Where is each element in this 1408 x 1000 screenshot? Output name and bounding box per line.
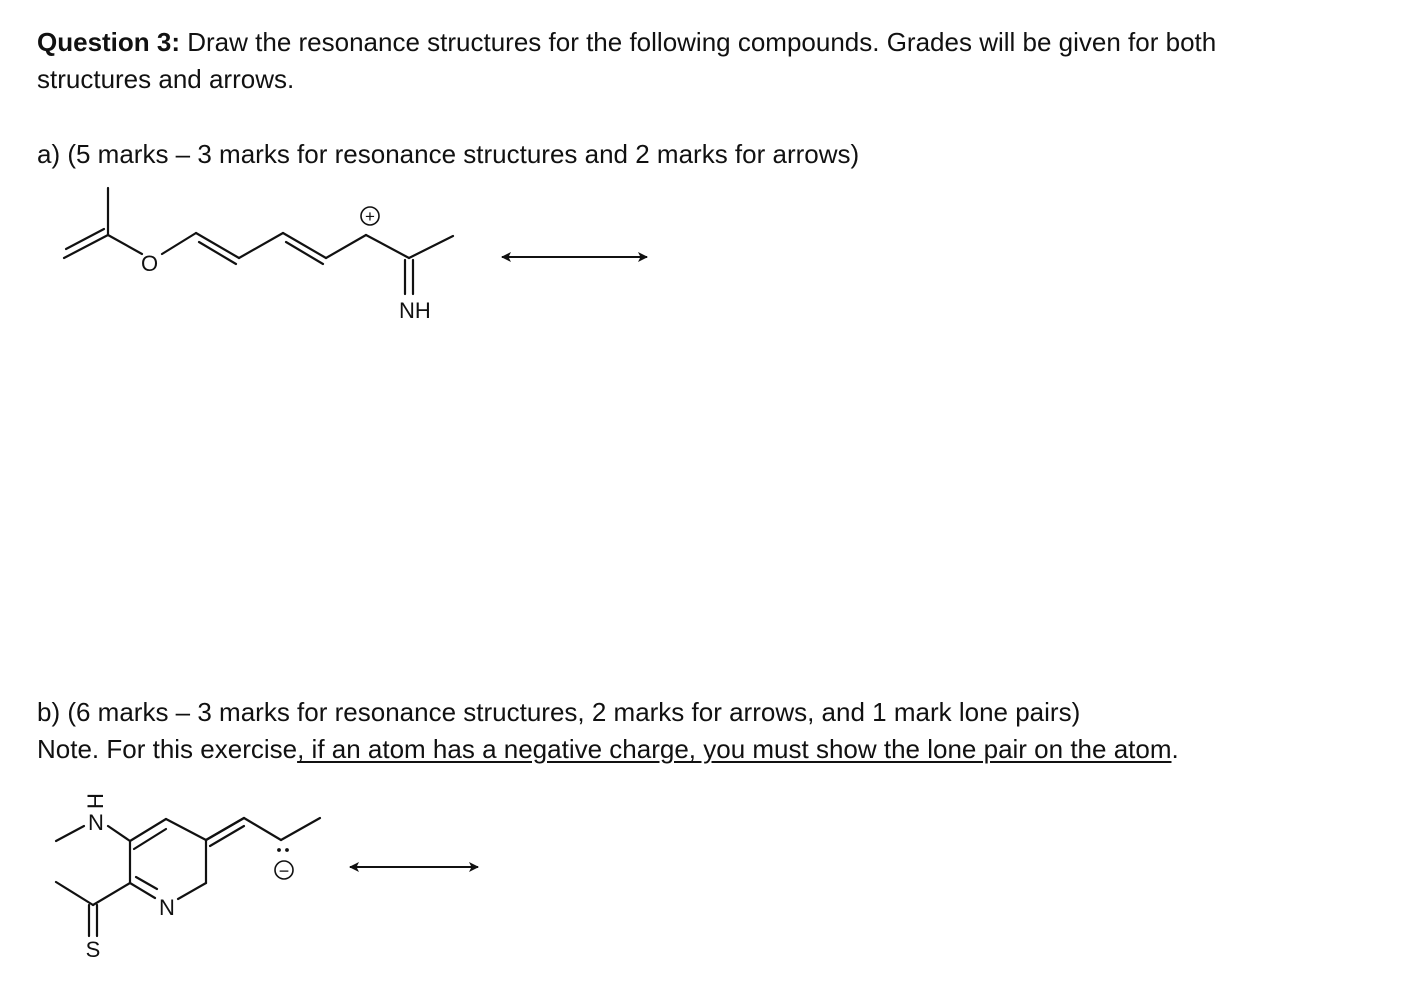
note-start: Note. For this exercise: [37, 734, 298, 764]
bond-double: [136, 877, 157, 889]
atom-n-ring: N: [159, 895, 175, 920]
lone-pair: [277, 848, 289, 852]
question-text: Draw the resonance structures for the following compounds. Grades will be given for both: [187, 27, 1217, 57]
bond: [244, 818, 281, 840]
bond: [281, 818, 320, 840]
bond: [166, 819, 206, 840]
atom-nh: NH: [399, 298, 431, 323]
bond: [409, 236, 453, 258]
part-a-heading: a) (5 marks – 3 marks for resonance structures and 2 marks for arrows): [37, 139, 860, 169]
atom-h: H: [83, 793, 108, 809]
bond: [108, 826, 130, 841]
note-end: .: [1171, 734, 1179, 764]
bond: [93, 883, 130, 905]
bond: [366, 235, 409, 258]
question-label: Question 3:: [37, 27, 181, 57]
bond: [130, 819, 166, 841]
atom-s: S: [85, 937, 101, 962]
bond: [239, 233, 283, 258]
atom-o: O: [141, 251, 159, 276]
bond: [162, 233, 196, 254]
bond: [178, 883, 206, 899]
question-line-2: structures and arrows.: [37, 64, 295, 94]
bond: [56, 826, 84, 841]
bond-double: [134, 829, 166, 849]
bond: [326, 235, 366, 258]
charge-minus: −: [278, 861, 290, 881]
bond: [56, 882, 93, 905]
atom-n-amine: N: [88, 810, 104, 835]
note-underlined: , if an atom has a negative charge, you must show the lone pair on the atom: [297, 734, 1172, 764]
molecule-a: [64, 188, 453, 294]
charge-plus: +: [365, 207, 375, 226]
part-b-heading: b) (6 marks – 3 marks for resonance structures, 2 marks for arrows, and 1 mark lone pairs): [37, 697, 1081, 727]
bond: [108, 235, 142, 254]
